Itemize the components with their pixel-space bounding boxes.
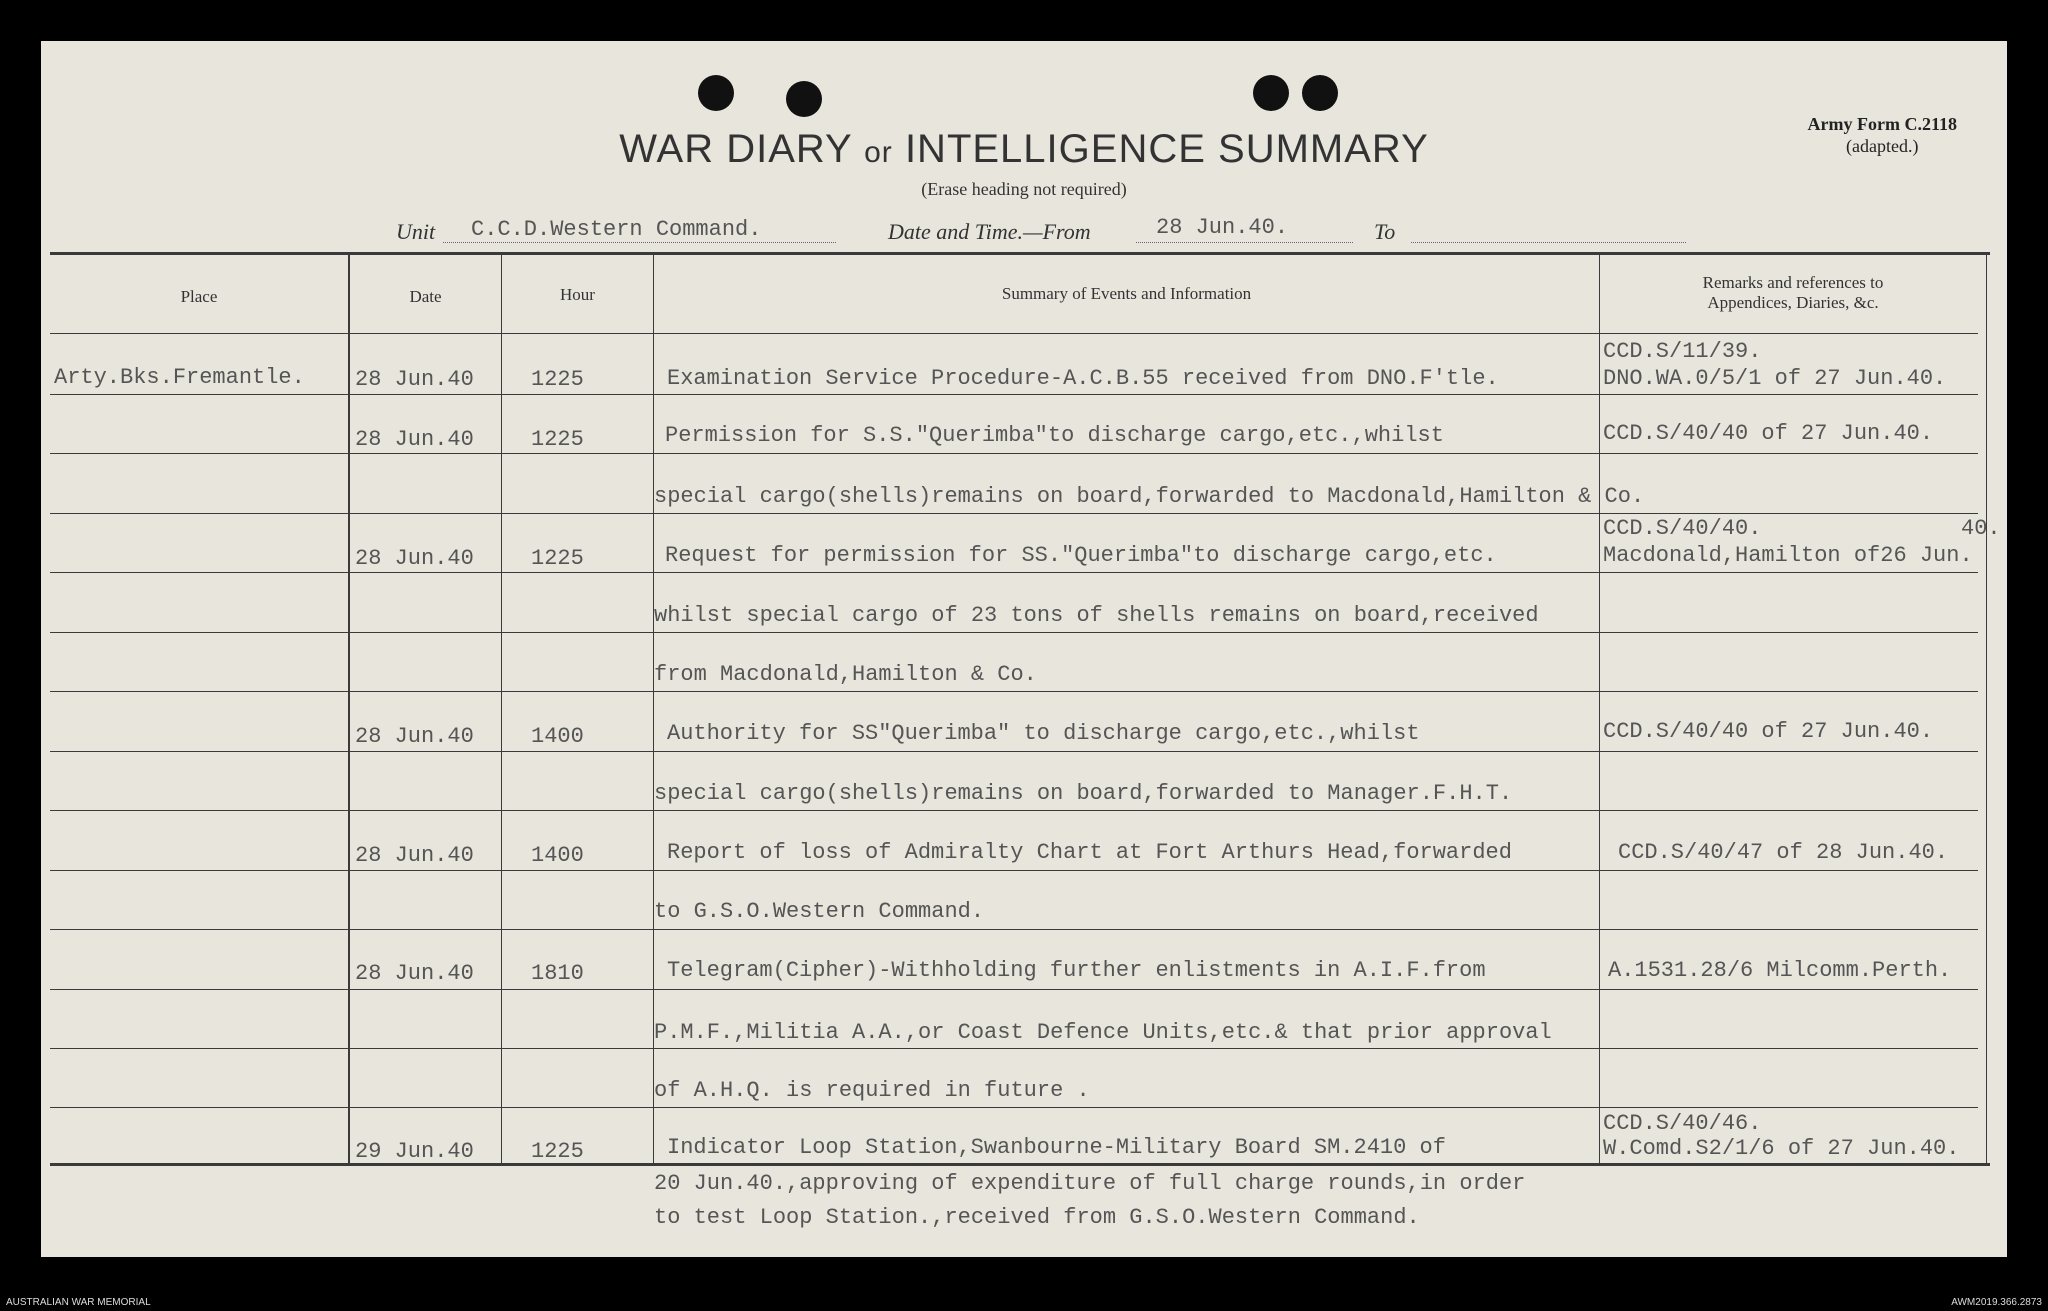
col-header-remarks: Remarks and references to Appendices, Diaries, &c.: [1702, 273, 1884, 312]
entry-remark: A.1531.28/6 Milcomm.Perth.: [1608, 958, 1952, 983]
entry-date: 28 Jun.40: [355, 367, 474, 392]
entry-hour: 1225: [531, 367, 584, 392]
diary-page: [41, 41, 2007, 1257]
entry-hour: 1400: [531, 724, 584, 749]
entry-summary: Authority for SS"Querimba" to discharge cargo,etc.,whilst: [667, 721, 1420, 746]
punch-hole: [1253, 75, 1289, 111]
entry-date: 28 Jun.40: [355, 843, 474, 868]
page-title: WAR DIARY or INTELLIGENCE SUMMARY: [619, 127, 1429, 171]
entry-remark: CCD.S/40/46.: [1603, 1111, 1762, 1136]
page-subtitle: (Erase heading not required): [921, 179, 1127, 199]
entry-summary: to test Loop Station.,received from G.S.O.Western Command.: [654, 1205, 1420, 1230]
entry-hour: 1225: [531, 546, 584, 571]
punch-hole: [786, 81, 822, 117]
entry-summary: Report of loss of Admiralty Chart at Fort Arthurs Head,forwarded: [667, 840, 1512, 865]
entry-place: Arty.Bks.Fremantle.: [54, 365, 305, 390]
entry-date: 28 Jun.40: [355, 546, 474, 571]
form-number: Army Form C.2118 (adapted.): [1807, 114, 1957, 156]
entry-date: 28 Jun.40: [355, 724, 474, 749]
date-label: Date and Time.—From: [888, 219, 1091, 244]
entry-remark: CCD.S/40/47 of 28 Jun.40.: [1618, 840, 1949, 865]
entry-summary: special cargo(shells)remains on board,forwarded to Manager.F.H.T.: [654, 781, 1513, 806]
entry-remark: Macdonald,Hamilton of26 Jun.: [1603, 543, 1973, 568]
entry-summary: P.M.F.,Militia A.A.,or Coast Defence Units,etc.& that prior approval: [654, 1020, 1552, 1045]
entry-date: 29 Jun.40: [355, 1139, 474, 1164]
entry-remark: 40.: [1961, 516, 2001, 541]
entry-summary: 20 Jun.40.,approving of expenditure of full charge rounds,in order: [654, 1171, 1526, 1196]
unit-value: C.C.D.Western Command.: [471, 217, 762, 242]
entry-summary: of A.H.Q. is required in future .: [654, 1078, 1090, 1103]
entry-date: 28 Jun.40: [355, 427, 474, 452]
entry-hour: 1225: [531, 1139, 584, 1164]
entry-summary: whilst special cargo of 23 tons of shells remains on board,received: [654, 603, 1539, 628]
entry-remark: W.Comd.S2/1/6 of 27 Jun.40.: [1603, 1136, 1960, 1161]
entry-summary: Request for permission for SS."Querimba"to discharge cargo,etc.: [665, 543, 1497, 568]
entry-remark: CCD.S/11/39.: [1603, 339, 1762, 364]
entry-remark: CCD.S/40/40 of 27 Jun.40.: [1603, 719, 1934, 744]
entry-remark: DNO.WA.0/5/1 of 27 Jun.40.: [1603, 366, 1947, 391]
punch-hole: [1302, 75, 1338, 111]
entry-remark: CCD.S/40/40 of 27 Jun.40.: [1603, 421, 1934, 446]
col-header-summary: Summary of Events and Information: [1001, 284, 1252, 303]
punch-hole: [698, 75, 734, 111]
entry-summary: to G.S.O.Western Command.: [654, 899, 985, 924]
entry-summary: Indicator Loop Station,Swanbourne-Military Board SM.2410 of: [667, 1135, 1446, 1160]
entry-remark: CCD.S/40/40.: [1603, 516, 1762, 541]
entry-hour: 1810: [531, 961, 584, 986]
unit-label: Unit: [396, 219, 436, 244]
entry-summary: special cargo(shells)remains on board,forwarded to Macdonald,Hamilton & Co.: [654, 484, 1645, 509]
entry-hour: 1225: [531, 427, 584, 452]
archive-credit: AUSTRALIAN WAR MEMORIAL: [6, 1297, 151, 1308]
col-header-date: Date: [409, 287, 442, 306]
entry-summary: Permission for S.S."Querimba"to discharge cargo,etc.,whilst: [665, 423, 1444, 448]
entry-summary: from Macdonald,Hamilton & Co.: [654, 662, 1037, 687]
date-from-value: 28 Jun.40.: [1156, 215, 1289, 240]
entry-date: 28 Jun.40: [355, 961, 474, 986]
entry-summary: Examination Service Procedure-A.C.B.55 received from DNO.F'tle.: [667, 366, 1499, 391]
entry-hour: 1400: [531, 843, 584, 868]
to-label: To: [1374, 219, 1396, 244]
col-header-place: Place: [180, 287, 218, 306]
entry-summary: Telegram(Cipher)-Withholding further enlistments in A.I.F.from: [667, 958, 1486, 983]
archive-id: AWM2019.366.2873: [1951, 1297, 2042, 1308]
col-header-hour: Hour: [560, 285, 595, 304]
